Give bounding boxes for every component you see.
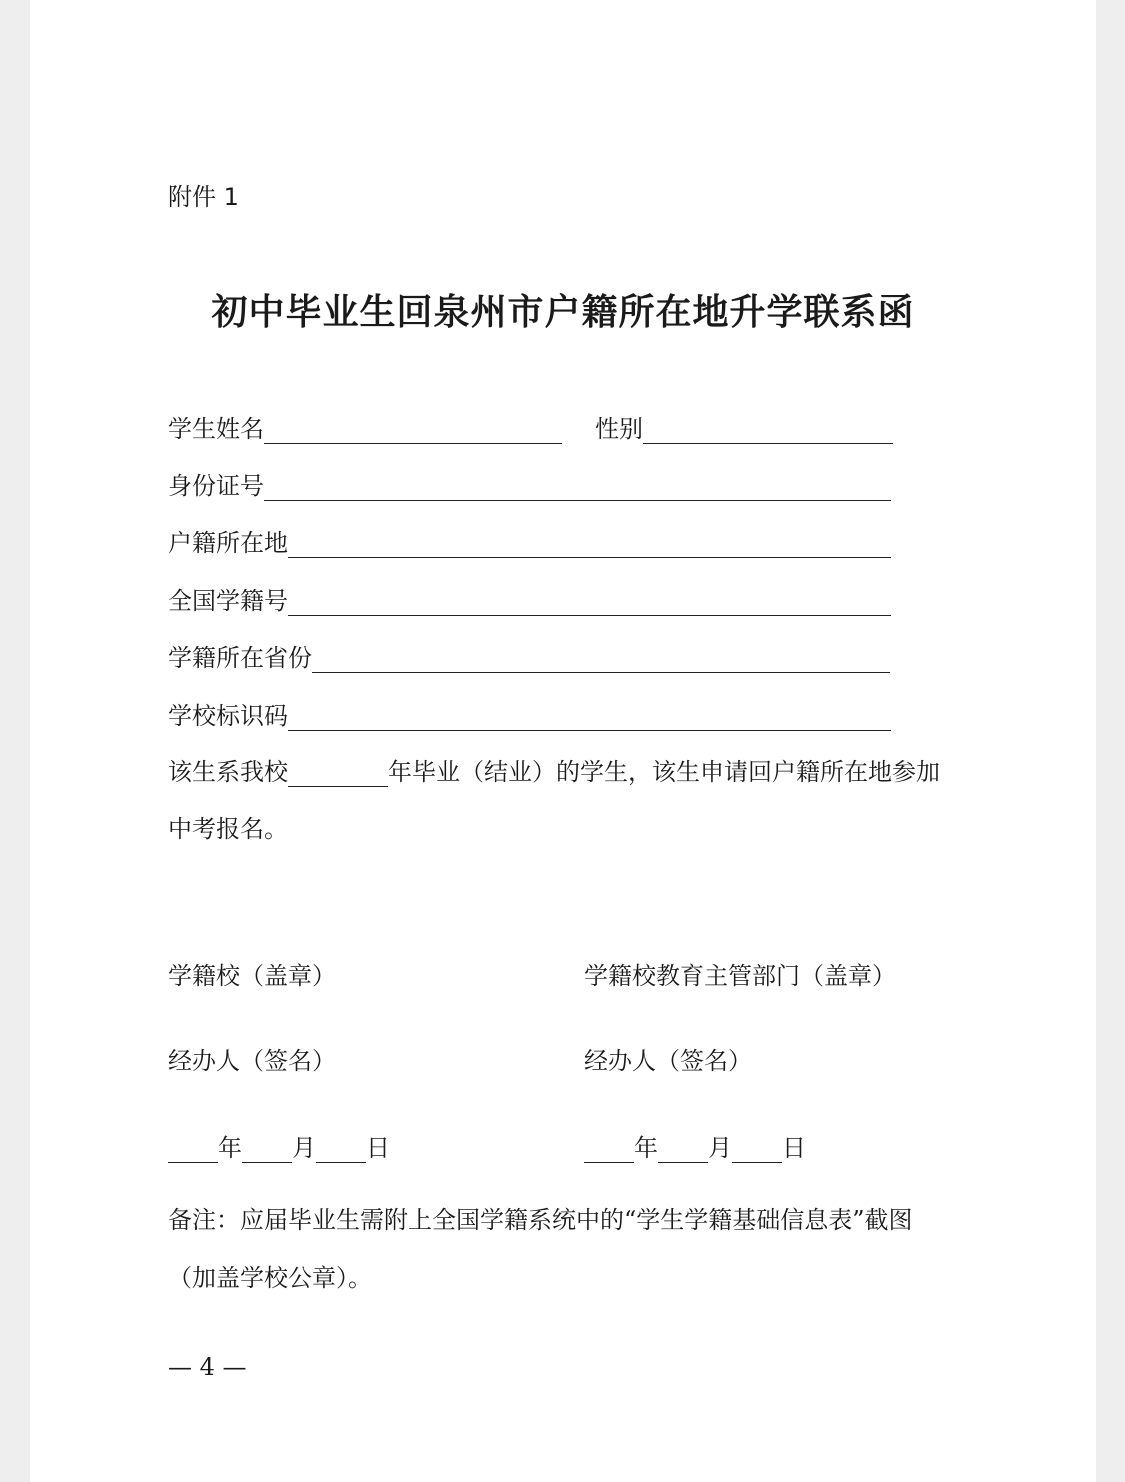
student-name-label: 学生姓名 <box>168 415 264 443</box>
authority-date-year-field[interactable] <box>584 1138 634 1163</box>
statement-line-1 <box>168 757 940 787</box>
statement-part-1: 该生系我校 <box>168 758 288 786</box>
national-student-id-field[interactable] <box>288 589 891 616</box>
school-code-field[interactable] <box>288 704 891 731</box>
student-province-label: 学籍所在省份 <box>168 644 312 672</box>
school-code-label: 学校标识码 <box>168 702 288 730</box>
student-province-row <box>168 641 890 673</box>
authority-date-month-label: 月 <box>708 1134 732 1162</box>
school-handler-label: 经办人（签名） <box>168 1047 336 1075</box>
national-student-id-row <box>168 584 891 616</box>
student-name-row <box>168 412 562 444</box>
school-date-day-label: 日 <box>366 1134 390 1162</box>
school-date-month-label: 月 <box>292 1134 316 1162</box>
authority-date-day-label: 日 <box>782 1134 806 1162</box>
school-date-row <box>168 1133 390 1163</box>
national-student-id-label: 全国学籍号 <box>168 587 288 615</box>
authority-date-row <box>584 1133 806 1163</box>
school-code-row <box>168 699 891 731</box>
household-location-row <box>168 526 891 558</box>
student-province-field[interactable] <box>312 646 890 673</box>
id-number-row <box>168 469 891 501</box>
gender-row <box>595 412 893 444</box>
school-date-month-field[interactable] <box>242 1138 292 1163</box>
household-location-field[interactable] <box>288 531 891 558</box>
authority-date-year-label: 年 <box>634 1134 658 1162</box>
school-date-year-label: 年 <box>218 1134 242 1162</box>
gender-field[interactable] <box>643 417 893 444</box>
statement-line-2: 中考报名。 <box>168 815 288 843</box>
authority-seal-label: 学籍校教育主管部门（盖章） <box>584 962 896 990</box>
document-page <box>30 0 1096 1482</box>
gender-label: 性别 <box>595 415 643 443</box>
household-location-label: 户籍所在地 <box>168 529 288 557</box>
document-title: 初中毕业生回泉州市户籍所在地升学联系函 <box>211 291 915 333</box>
note-line-2: （加盖学校公章）。 <box>168 1264 372 1292</box>
school-seal-label: 学籍校（盖章） <box>168 962 336 990</box>
authority-date-month-field[interactable] <box>658 1138 708 1163</box>
statement-part-2: 年毕业（结业）的学生，该生申请回户籍所在地参加 <box>388 758 940 786</box>
note-line-1: 备注：应届毕业生需附上全国学籍系统中的“学生学籍基础信息表”截图 <box>168 1206 913 1234</box>
page-number: — 4 — <box>168 1353 247 1381</box>
attachment-label: 附件 1 <box>168 183 239 211</box>
authority-date-day-field[interactable] <box>732 1138 782 1163</box>
student-name-field[interactable] <box>264 417 562 444</box>
id-number-field[interactable] <box>264 474 891 501</box>
school-date-year-field[interactable] <box>168 1138 218 1163</box>
graduation-year-field[interactable] <box>288 762 388 787</box>
authority-handler-label: 经办人（签名） <box>584 1047 752 1075</box>
id-number-label: 身份证号 <box>168 472 264 500</box>
school-date-day-field[interactable] <box>316 1138 366 1163</box>
